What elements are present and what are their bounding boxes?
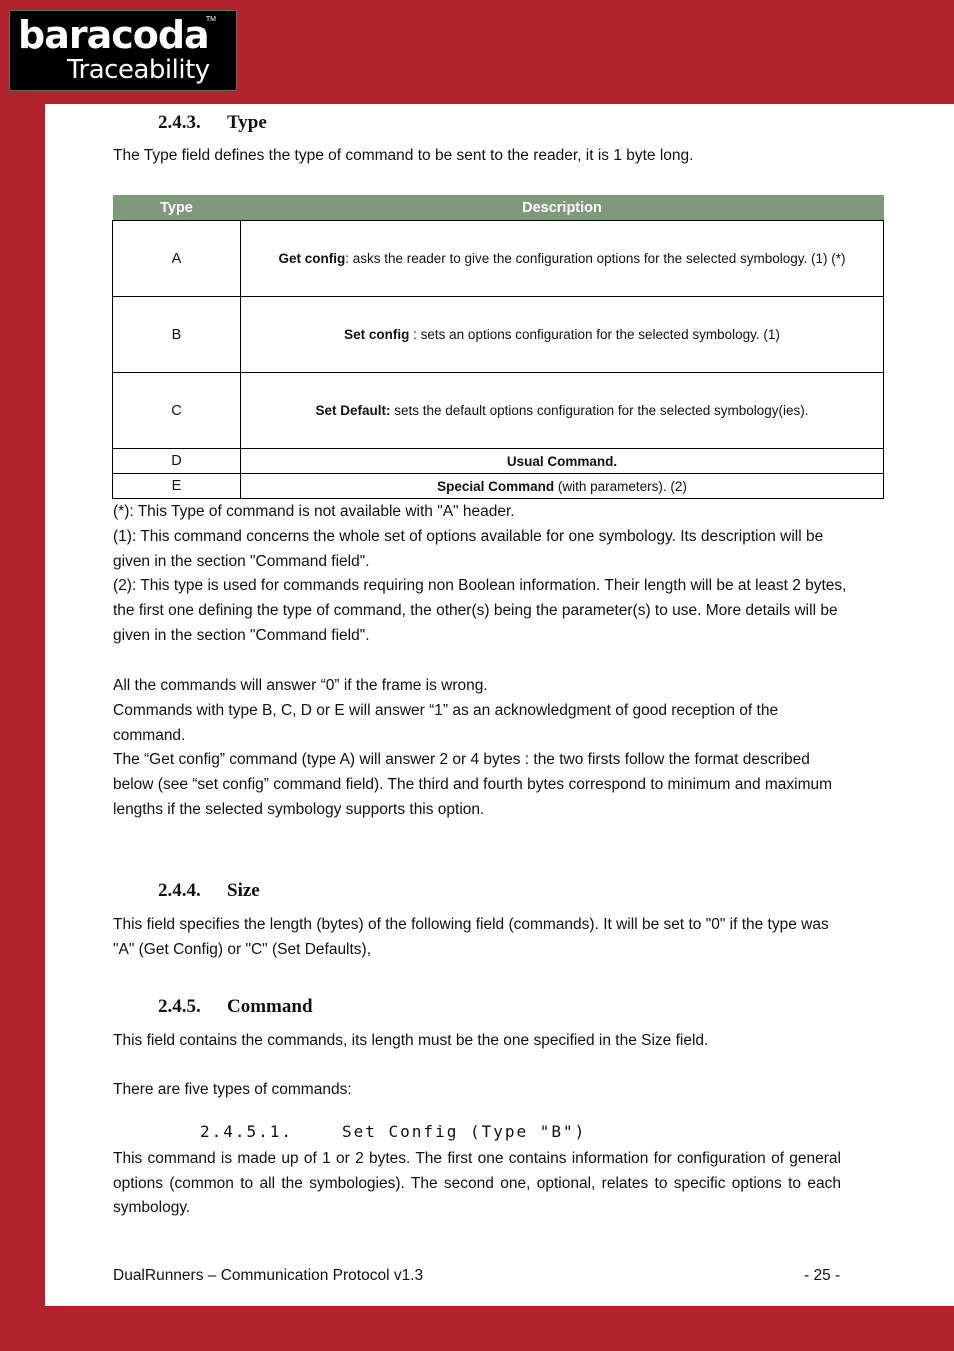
- type-cell: A: [113, 221, 241, 297]
- description-cell: [241, 474, 884, 499]
- description-cell: [241, 297, 884, 373]
- description-bold: Set config: [344, 327, 410, 342]
- description-cell: [241, 449, 884, 474]
- answer-paragraph: All the commands will answer “0” if the frame is wrong.: [113, 677, 488, 694]
- logo-brand: baracoda: [18, 13, 209, 57]
- footer-title: DualRunners – Communication Protocol v1.3: [113, 1267, 424, 1284]
- command-types-intro: There are five types of commands:: [113, 1081, 352, 1098]
- description-bold: Usual Command.: [506, 453, 618, 469]
- type-cell: B: [113, 297, 241, 373]
- description-bold: Set Default:: [315, 403, 391, 418]
- table-row: [113, 474, 884, 499]
- heading-number: 2.4.3.: [158, 112, 201, 133]
- description-rest: : sets an options configuration for the selected symbology. (1): [409, 327, 780, 342]
- description-rest: sets the default options configuration for the selected symbology(ies).: [390, 403, 809, 418]
- note-2: (2): This type is used for commands requiring non Boolean information. Their length will be at least 2 bytes, the first one defining the type of command, the other(s) being the parameter(s) to use. More details will be given in the section "Command field".: [113, 577, 847, 644]
- answer-paragraph: Commands with type B, C, D or E will answer “1” as an acknowledgment of good reception of the command.: [113, 701, 779, 744]
- size-text: This field specifies the length (bytes) of the following field (commands). It will be set to "0" if the type was "A" (Get Config) or "C" (Set Defaults),: [113, 916, 829, 958]
- header-type: Type: [113, 195, 241, 221]
- page-number: - 25 -: [804, 1267, 841, 1284]
- table-row: [113, 449, 884, 474]
- heading-title: Set Config (Type "B"): [342, 1122, 587, 1141]
- heading-2-4-5: [158, 996, 313, 1018]
- heading-2-4-4: [158, 880, 260, 902]
- header-description: Description: [241, 195, 884, 221]
- description-rest: : asks the reader to give the configuration options for the selected symbology. (1) (*): [345, 251, 846, 266]
- answers-block: [113, 674, 848, 823]
- heading-number: 2.4.5.1.: [200, 1122, 294, 1141]
- note-asterisk: (*): This Type of command is not available with "A" header.: [113, 503, 515, 520]
- description-bold: Get config: [278, 251, 346, 266]
- note-1: (1): This command concerns the whole set of options available for one symbology. Its description will be given in the section "Command field".: [113, 527, 824, 570]
- heading-title: Type: [227, 112, 267, 133]
- set-config-text: This command is made up of 1 or 2 bytes. The first one contains information for configuration of general options (common to all the symbologies). The second one, optional, relates to specific options to each symbology.: [113, 1150, 841, 1216]
- logo-sub: Traceability: [67, 55, 210, 85]
- heading-2-4-5-1: [200, 1122, 586, 1141]
- type-cell: E: [113, 474, 241, 499]
- heading-title: Command: [227, 996, 313, 1017]
- type-table-header: [113, 195, 884, 221]
- heading-number: 2.4.4.: [158, 880, 201, 901]
- command-text: This field contains the commands, its length must be the one specified in the Size field.: [113, 1032, 709, 1049]
- type-cell: D: [113, 449, 241, 474]
- heading-2-4-3: [158, 112, 267, 134]
- heading-number: 2.4.5.: [158, 996, 201, 1017]
- description-bold: Special Command: [437, 478, 555, 494]
- description-cell: [241, 373, 884, 449]
- type-intro: The Type field defines the type of command to be sent to the reader, it is 1 byte long.: [113, 147, 694, 164]
- table-row: [113, 373, 884, 449]
- type-table: [112, 195, 884, 499]
- baracoda-logo: [9, 10, 237, 91]
- notes-block: [113, 500, 848, 649]
- table-row: [113, 221, 884, 297]
- table-row: [113, 297, 884, 373]
- description-rest: (with parameters). (2): [554, 478, 687, 494]
- answer-paragraph: The “Get config” command (type A) will answer 2 or 4 bytes : the two firsts follow the format described below (see “set config” command field). The third and fourth bytes correspond to minimum and maximum lengths if the selected symbology supports this option.: [113, 751, 833, 818]
- type-cell: C: [113, 373, 241, 449]
- heading-title: Size: [227, 880, 260, 901]
- description-cell: [241, 221, 884, 297]
- logo-tm: TM: [205, 16, 216, 23]
